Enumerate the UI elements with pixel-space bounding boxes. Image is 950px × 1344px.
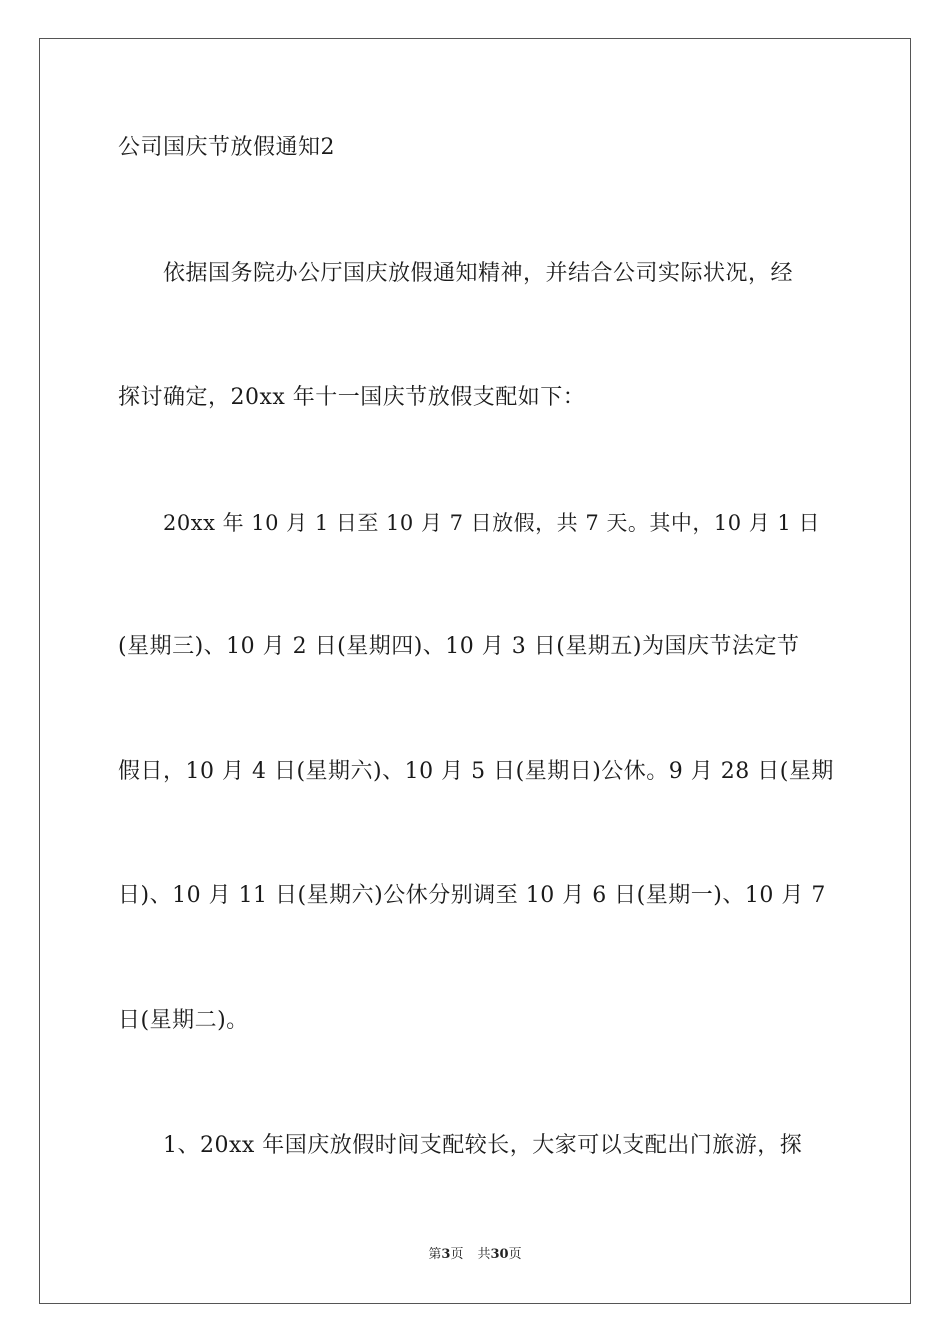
document-title: 公司国庆节放假通知2 — [118, 135, 335, 160]
page-footer — [0, 1246, 950, 1264]
footer-prefix: 第 — [428, 1247, 442, 1262]
paragraph-line: 日(星期二)。 — [118, 1008, 249, 1033]
paragraph-line: (星期三)、10 月 2 日(星期四)、10 月 3 日(星期五)为国庆节法定节 — [118, 634, 800, 659]
footer-total-prefix: 共 — [477, 1247, 491, 1262]
footer-total-unit: 页 — [508, 1247, 522, 1262]
current-page-number: 3 — [441, 1247, 451, 1262]
paragraph-line: 1、20xx 年国庆放假时间支配较长，大家可以支配出门旅游，探 — [163, 1133, 803, 1158]
paragraph-line: 探讨确定，20xx 年十一国庆节放假支配如下： — [118, 385, 586, 410]
footer-page-unit: 页 — [450, 1247, 464, 1262]
page-border — [39, 38, 911, 1304]
paragraph-line: 20xx 年 10 月 1 日至 10 月 7 日放假，共 7 天。其中，10 月 1 日 — [163, 511, 820, 535]
paragraph-line: 日)、10 月 11 日(星期六)公休分别调至 10 月 6 日(星期一)、10 月 7 — [118, 883, 826, 908]
paragraph-line: 假日，10 月 4 日(星期六)、10 月 5 日(星期日)公休。9 月 28 日(星期 — [118, 759, 834, 784]
paragraph-line: 依据国务院办公厅国庆放假通知精神，并结合公司实际状况，经 — [163, 261, 794, 286]
total-page-count: 30 — [490, 1247, 509, 1262]
